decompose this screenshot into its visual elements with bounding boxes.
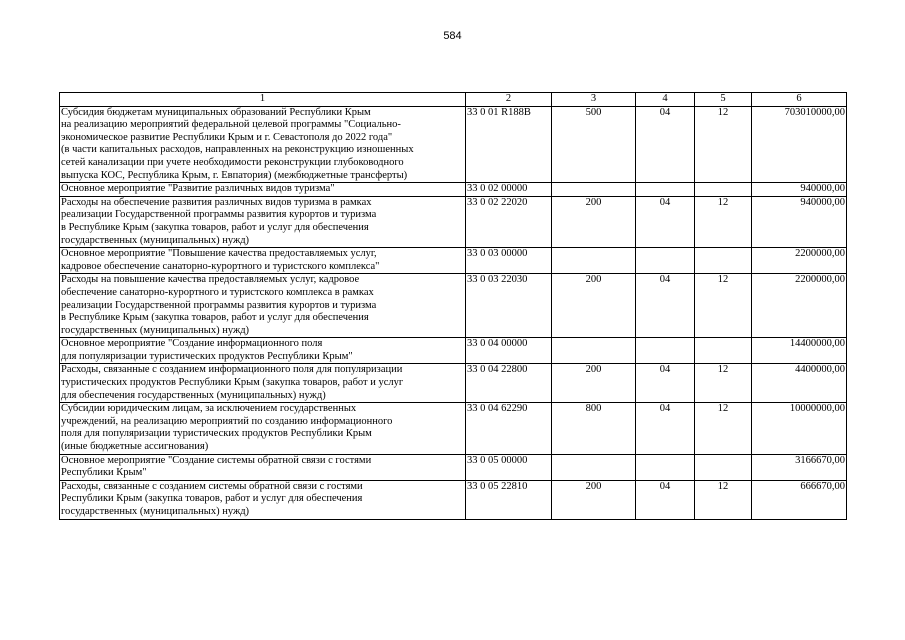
row-section: [636, 454, 695, 480]
row-subsection: [695, 338, 752, 364]
row-expense-type: [552, 338, 636, 364]
row-name: Субсидия бюджетам муниципальных образований Республики Крым на реализацию мероприятий федеральной целевой программы "Социально- экономическое развитие Республики Крым и г. Севастополя до 2022 года" (в части капитальных расходов, направленных на реконструкцию изношенных сетей канализации при учете необходимости реконструкции глубоководного выпуска КОС, Республика Крым, г. Евпатория) (межбюджетные трансферты): [60, 106, 466, 183]
row-section: 04: [636, 196, 695, 247]
row-amount: 4400000,00: [752, 364, 847, 403]
row-amount: 2200000,00: [752, 274, 847, 338]
row-name: Основное мероприятие "Создание информационного поля для популяризации туристических продуктов Республики Крым": [60, 338, 466, 364]
column-header: 4: [636, 93, 695, 107]
row-section: [636, 248, 695, 274]
column-header: 6: [752, 93, 847, 107]
row-subsection: [695, 248, 752, 274]
row-expense-type: 200: [552, 274, 636, 338]
row-expense-type: 200: [552, 480, 636, 519]
row-amount: 2200000,00: [752, 248, 847, 274]
row-subsection: 12: [695, 364, 752, 403]
row-amount: 10000000,00: [752, 403, 847, 454]
table-row: [60, 196, 847, 247]
row-name: Расходы, связанные с созданием информационного поля для популяризации туристических продуктов Республики Крым (закупка товаров, работ и услуг для обеспечения государственных (муниципальных) нужд): [60, 364, 466, 403]
row-amount: 703010000,00: [752, 106, 847, 183]
column-header: 1: [60, 93, 466, 107]
row-subsection: [695, 183, 752, 197]
row-amount: 666670,00: [752, 480, 847, 519]
row-name: Расходы на обеспечение развития различных видов туризма в рамках реализации Государственной программы развития курортов и туризма в Республике Крым (закупка товаров, работ и услуг для обеспечения государственных (муниципальных) нужд): [60, 196, 466, 247]
row-amount: 14400000,00: [752, 338, 847, 364]
row-target-code: 33 0 05 22810: [466, 480, 552, 519]
row-amount: 940000,00: [752, 196, 847, 247]
row-subsection: [695, 454, 752, 480]
row-amount: 3166670,00: [752, 454, 847, 480]
table-row: [60, 338, 847, 364]
row-expense-type: [552, 454, 636, 480]
table-row: [60, 364, 847, 403]
row-target-code: 33 0 04 22800: [466, 364, 552, 403]
row-amount: 940000,00: [752, 183, 847, 197]
table-row: [60, 183, 847, 197]
row-subsection: 12: [695, 403, 752, 454]
row-target-code: 33 0 02 00000: [466, 183, 552, 197]
row-section: 04: [636, 274, 695, 338]
row-subsection: 12: [695, 274, 752, 338]
table-row: [60, 106, 847, 183]
row-target-code: 33 0 05 00000: [466, 454, 552, 480]
row-section: 04: [636, 364, 695, 403]
row-name: Основное мероприятие "Создание системы обратной связи с гостями Республики Крым": [60, 454, 466, 480]
page-number: 584: [443, 30, 462, 42]
column-header: 3: [552, 93, 636, 107]
row-target-code: 33 0 01 R188В: [466, 106, 552, 183]
row-subsection: 12: [695, 196, 752, 247]
row-subsection: 12: [695, 106, 752, 183]
table-header-row: [60, 93, 847, 107]
row-expense-type: 200: [552, 364, 636, 403]
table-row: [60, 248, 847, 274]
row-expense-type: 800: [552, 403, 636, 454]
row-section: 04: [636, 106, 695, 183]
row-expense-type: [552, 248, 636, 274]
row-section: 04: [636, 480, 695, 519]
row-name: Субсидии юридическим лицам, за исключением государственных учреждений, на реализацию мероприятий по созданию информационного поля для популяризации туристических продуктов Республики Крым (иные бюджетные ассигнования): [60, 403, 466, 454]
row-target-code: 33 0 02 22020: [466, 196, 552, 247]
row-expense-type: 500: [552, 106, 636, 183]
table-row: [60, 454, 847, 480]
row-expense-type: [552, 183, 636, 197]
row-section: [636, 338, 695, 364]
row-name: Основное мероприятие "Повышение качества предоставляемых услуг, кадровое обеспечение санаторно-курортного и туристского комплекса": [60, 248, 466, 274]
table-row: [60, 274, 847, 338]
row-target-code: 33 0 04 62290: [466, 403, 552, 454]
row-name: Расходы, связанные с созданием системы обратной связи с гостями Республики Крым (закупка товаров, работ и услуг для обеспечения государственных (муниципальных) нужд): [60, 480, 466, 519]
column-header: 5: [695, 93, 752, 107]
row-expense-type: 200: [552, 196, 636, 247]
table-row: [60, 403, 847, 454]
budget-table: [59, 92, 847, 520]
row-target-code: 33 0 03 22030: [466, 274, 552, 338]
row-name: Основное мероприятие "Развитие различных видов туризма": [60, 183, 466, 197]
row-name: Расходы на повышение качества предоставляемых услуг, кадровое обеспечение санаторно-курортного и туристского комплекса в рамках реализации Государственной программы развития курортов и туризма в Республике Крым (закупка товаров, работ и услуг для обеспечения государственных (муниципальных) нужд): [60, 274, 466, 338]
row-target-code: 33 0 04 00000: [466, 338, 552, 364]
row-section: 04: [636, 403, 695, 454]
row-subsection: 12: [695, 480, 752, 519]
table-row: [60, 480, 847, 519]
column-header: 2: [466, 93, 552, 107]
row-target-code: 33 0 03 00000: [466, 248, 552, 274]
row-section: [636, 183, 695, 197]
